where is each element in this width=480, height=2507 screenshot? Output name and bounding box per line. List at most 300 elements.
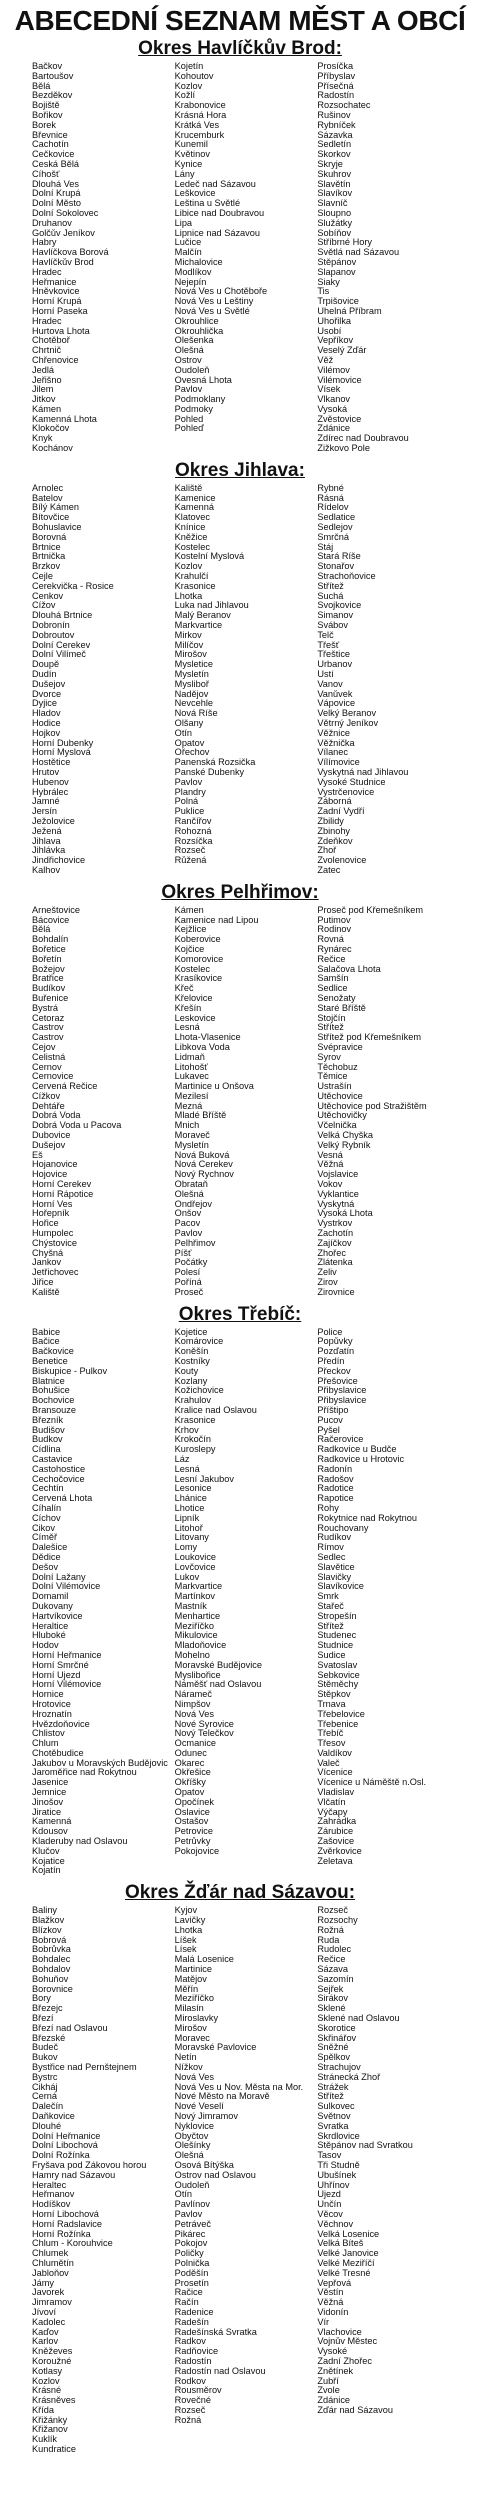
city-name: Dukovany bbox=[32, 1601, 73, 1611]
city-name: Pavlínov bbox=[174, 2200, 210, 2210]
city-name: Sejřek bbox=[317, 1984, 344, 1994]
city-name: Račín bbox=[174, 2298, 199, 2308]
city-name: Kozlany bbox=[174, 1376, 208, 1386]
city-name: Jitkov bbox=[32, 395, 56, 405]
city-name: Cetoraz bbox=[32, 1013, 65, 1023]
city-name: Kamenná bbox=[174, 503, 215, 513]
city-name: Blatnice bbox=[32, 1376, 65, 1386]
city-name: Rozsochatec bbox=[317, 101, 371, 111]
city-name: Klatovec bbox=[174, 513, 210, 523]
city-name: Nová Ves u Nov. Města na Mor. bbox=[174, 2082, 304, 2092]
city-name: Ořechov bbox=[174, 748, 210, 758]
city-name: Bory bbox=[32, 1994, 51, 2004]
city-name: Číhalín bbox=[32, 1503, 62, 1513]
city-name: Zhoř bbox=[317, 846, 337, 856]
city-name: Horní Krupá bbox=[32, 297, 82, 307]
city-name: Bochovice bbox=[32, 1396, 75, 1406]
city-name: Blízkov bbox=[32, 1925, 62, 1935]
city-name: Velké Janovice bbox=[317, 2249, 379, 2259]
city-name: Podmoky bbox=[174, 404, 213, 414]
city-name: Újezd bbox=[317, 2190, 341, 2200]
city-name: Baliny bbox=[32, 1906, 58, 1916]
city-name: Kundratice bbox=[32, 2445, 76, 2455]
city-column bbox=[317, 484, 460, 876]
city-name: Lhotice bbox=[174, 1503, 205, 1513]
city-name: Kojetín bbox=[174, 62, 204, 71]
city-name: Libice nad Doubravou bbox=[174, 208, 265, 218]
city-name: Borovná bbox=[32, 532, 67, 542]
city-name: Čejov bbox=[32, 1042, 56, 1052]
city-name: Krokočín bbox=[174, 1435, 211, 1445]
city-name: Vanůvek bbox=[317, 689, 353, 699]
city-name: Dalečín bbox=[32, 2102, 64, 2112]
city-name: Slavíkovice bbox=[317, 1582, 364, 1592]
city-name: Nimpšov bbox=[174, 1699, 211, 1709]
city-name: Střítež bbox=[317, 581, 344, 591]
city-name: Moraveč bbox=[174, 1131, 210, 1141]
city-name: Rožná bbox=[174, 2415, 202, 2425]
city-name: Kaliště bbox=[174, 483, 203, 493]
city-name: Kostelec bbox=[174, 964, 210, 974]
city-name: Mladé Bříště bbox=[174, 1111, 227, 1121]
city-name: Lipa bbox=[174, 218, 193, 228]
city-name: Chyšná bbox=[32, 1248, 64, 1258]
city-name: Heraltice bbox=[32, 1621, 69, 1631]
city-name: Vlachovice bbox=[317, 2327, 362, 2337]
city-name: Dlouhá Brtnice bbox=[32, 611, 93, 621]
city-name: Koberovice bbox=[174, 935, 221, 945]
city-name: Čídlina bbox=[32, 1445, 61, 1455]
city-name: Otín bbox=[174, 2190, 193, 2200]
city-name: Kynice bbox=[174, 159, 203, 169]
city-name: Vysoká Lhota bbox=[317, 1209, 373, 1219]
city-name: Čížov bbox=[32, 601, 56, 611]
city-name: Oudoleň bbox=[174, 2180, 210, 2190]
city-name: Popůvky bbox=[317, 1337, 353, 1347]
city-name: Lísek bbox=[174, 1945, 197, 1955]
city-name: Kožlí bbox=[174, 91, 196, 101]
city-name: Čížkov bbox=[32, 1091, 61, 1101]
city-name: Pavlov bbox=[174, 777, 203, 787]
city-name: Rušinov bbox=[317, 110, 351, 120]
city-name: Květinov bbox=[174, 150, 210, 160]
city-name: Útěchovice bbox=[317, 1091, 363, 1101]
city-name: Tis bbox=[317, 287, 330, 297]
city-name: Chlumek bbox=[32, 2249, 69, 2259]
city-name: Vepřová bbox=[317, 2278, 352, 2288]
city-name: Znětínek bbox=[317, 2366, 354, 2376]
city-name: Příbyslav bbox=[317, 71, 356, 81]
city-name: Unčín bbox=[317, 2200, 342, 2210]
city-name: Bohuňov bbox=[32, 1974, 69, 1984]
city-name: Hněvkovice bbox=[32, 287, 80, 297]
city-name: Radkovice u Hrotovic bbox=[317, 1454, 405, 1464]
city-name: Věžná bbox=[317, 2298, 344, 2308]
city-name: Kadolec bbox=[32, 2317, 66, 2327]
city-name: Ježolovice bbox=[32, 816, 75, 826]
city-name: Kunemil bbox=[174, 140, 208, 150]
city-name: Bohušice bbox=[32, 1386, 70, 1396]
city-name: Jedlá bbox=[32, 365, 54, 375]
city-name: Bratřice bbox=[32, 974, 64, 984]
city-name: Jankov bbox=[32, 1258, 62, 1268]
city-name: Vojnův Městec bbox=[317, 2337, 378, 2347]
city-name: Kamenice nad Lipou bbox=[174, 915, 259, 925]
city-name: Veselý Žďár bbox=[317, 346, 367, 356]
city-name: Nový Jimramov bbox=[174, 2111, 238, 2121]
city-name: Krahulov bbox=[174, 1396, 211, 1406]
city-name: Vyskytná bbox=[317, 1199, 355, 1209]
city-name: Ledeč nad Sázavou bbox=[174, 179, 256, 189]
city-name: Sedletín bbox=[317, 140, 352, 150]
city-name: Úsobí bbox=[317, 326, 342, 336]
city-name: Radkovice u Budče bbox=[317, 1445, 397, 1455]
city-name: Leškovice bbox=[174, 189, 216, 199]
city-name: Svatoslav bbox=[317, 1660, 358, 1670]
city-name: Náměšť nad Oslavou bbox=[174, 1680, 262, 1690]
city-columns bbox=[8, 906, 472, 1298]
city-name: Rynárec bbox=[317, 944, 352, 954]
district-title: Okres Třebíč: bbox=[178, 1303, 302, 1325]
city-name: Řásná bbox=[317, 493, 344, 503]
city-name: Čelistná bbox=[32, 1052, 66, 1062]
city-name: Sulkovec bbox=[317, 2102, 355, 2112]
city-name: Nové Syrovice bbox=[174, 1719, 234, 1729]
city-name: Opatov bbox=[174, 738, 205, 748]
city-name: Pucov bbox=[317, 1415, 343, 1425]
city-name: Častohostice bbox=[32, 1464, 86, 1474]
city-name: Třebíč bbox=[317, 1729, 344, 1739]
city-name: Panské Dubenky bbox=[174, 767, 245, 777]
city-name: Hořice bbox=[32, 1219, 59, 1229]
city-name: Přešovice bbox=[317, 1376, 358, 1386]
city-name: Ústí bbox=[317, 670, 334, 680]
city-name: Kostníky bbox=[174, 1357, 210, 1367]
city-name: Vepříkov bbox=[317, 336, 354, 346]
city-name: Březník bbox=[32, 1415, 64, 1425]
city-name: Loukovice bbox=[174, 1552, 217, 1562]
city-name: Tasov bbox=[317, 2151, 342, 2161]
city-name: Zahrádka bbox=[317, 1817, 357, 1827]
city-name: Jihlava bbox=[32, 836, 61, 846]
city-name: Rouchovany bbox=[317, 1523, 369, 1533]
city-name: Onšov bbox=[174, 1209, 202, 1219]
city-name: Menhartice bbox=[174, 1611, 221, 1621]
city-name: Havlíčkova Borová bbox=[32, 248, 109, 258]
city-name: Rozseč bbox=[174, 2405, 206, 2415]
city-name: Nová Buková bbox=[174, 1150, 230, 1160]
city-name: Osová Bítýška bbox=[174, 2160, 234, 2170]
city-name: Zajíčkov bbox=[317, 1238, 352, 1248]
city-name: Mikulovice bbox=[174, 1631, 218, 1641]
city-name: Slavětín bbox=[317, 179, 351, 189]
city-name: Věž bbox=[317, 355, 334, 365]
city-name: Žatec bbox=[317, 865, 341, 875]
city-name: Břevnice bbox=[32, 130, 68, 140]
city-name: Pavlov bbox=[174, 385, 203, 395]
city-name: Rapotice bbox=[317, 1494, 354, 1504]
city-name: Lesná bbox=[174, 1464, 200, 1474]
city-name: Vystrčenovice bbox=[317, 787, 375, 797]
city-name: Jinošov bbox=[32, 1797, 64, 1807]
city-name: Kyjov bbox=[174, 1906, 198, 1916]
district-section bbox=[8, 1304, 472, 1877]
city-name: Borovnice bbox=[32, 1984, 73, 1994]
city-name: Chotěbudice bbox=[32, 1748, 84, 1758]
city-name: Štěměchy bbox=[317, 1680, 359, 1690]
city-column bbox=[175, 906, 318, 1298]
city-name: Bobrová bbox=[32, 1935, 67, 1945]
city-name: Jeřišno bbox=[32, 375, 62, 385]
city-name: Kuroslepy bbox=[174, 1445, 216, 1455]
city-name: Bransouze bbox=[32, 1406, 76, 1415]
district-title: Okres Žďár nad Sázavou: bbox=[124, 1882, 356, 1904]
city-name: Sedlejov bbox=[317, 523, 353, 533]
city-name: Horní Smrčné bbox=[32, 1660, 89, 1670]
city-name: Milasín bbox=[174, 2004, 204, 2014]
city-name: Horní Rožínka bbox=[32, 2229, 91, 2239]
city-name: Kdousov bbox=[32, 1827, 68, 1837]
city-name: Hojkov bbox=[32, 728, 61, 738]
city-name: Michalovice bbox=[174, 257, 223, 267]
city-name: Jakubov u Moravských Budějovic bbox=[32, 1758, 168, 1768]
city-name: Červená Řečice bbox=[32, 1082, 98, 1092]
city-name: Řečice bbox=[317, 954, 346, 964]
city-name: Velké Meziříčí bbox=[317, 2258, 375, 2268]
city-name: Kojatín bbox=[32, 1866, 61, 1876]
city-columns bbox=[8, 1328, 472, 1877]
city-name: Čečkovice bbox=[32, 150, 75, 160]
city-name: Jívoví bbox=[32, 2307, 56, 2317]
city-name: Sudice bbox=[317, 1650, 346, 1660]
city-name: Počátky bbox=[174, 1258, 208, 1268]
city-name: Jámy bbox=[32, 2278, 54, 2288]
city-name: Dědice bbox=[32, 1552, 61, 1562]
city-name: Ždánice bbox=[317, 424, 351, 434]
city-name: Nová Ves u Chotěboře bbox=[174, 287, 268, 297]
city-name: Řídelov bbox=[317, 503, 349, 513]
city-name: Lidmaň bbox=[174, 1052, 205, 1062]
city-name: Bačice bbox=[32, 1337, 60, 1347]
city-name: Hojovice bbox=[32, 1170, 68, 1180]
city-name: Odunec bbox=[174, 1748, 207, 1758]
city-name: Dolní Sokolovec bbox=[32, 208, 99, 218]
city-name: Benetice bbox=[32, 1357, 68, 1367]
city-name: Rohozná bbox=[174, 826, 212, 836]
city-name: Svojkovice bbox=[317, 601, 362, 611]
city-name: Buřenice bbox=[32, 993, 69, 1003]
city-name: Římov bbox=[317, 1543, 344, 1553]
city-name: Nový Rychnov bbox=[174, 1170, 234, 1180]
city-name: Březí bbox=[32, 2014, 54, 2024]
city-name: Bohdalov bbox=[32, 1965, 71, 1975]
city-name: Žižkovo Pole bbox=[317, 444, 370, 454]
city-name: Puklice bbox=[174, 807, 205, 817]
city-name: Šlapanov bbox=[317, 267, 356, 277]
city-name: Uhelná Příbram bbox=[317, 306, 382, 316]
city-name: Vlkanov bbox=[317, 395, 351, 405]
city-name: Štěpánov nad Svratkou bbox=[317, 2141, 413, 2151]
city-name: Rousměrov bbox=[174, 2386, 222, 2396]
city-name: Častrov bbox=[32, 1033, 64, 1043]
city-name: Třebelovice bbox=[317, 1709, 365, 1719]
city-name: Hamry nad Sázavou bbox=[32, 2170, 116, 2180]
city-column bbox=[175, 1906, 318, 2455]
city-name: Horní Libochová bbox=[32, 2209, 99, 2219]
city-name: Pokojovice bbox=[174, 1846, 220, 1856]
city-name: Píšť bbox=[174, 1248, 192, 1258]
city-name: Velká Losenice bbox=[317, 2229, 380, 2239]
city-name: Nová Ves bbox=[174, 1709, 214, 1719]
city-name: Křešín bbox=[174, 1003, 202, 1013]
city-name: Ústrašín bbox=[317, 1082, 352, 1092]
city-name: Ruda bbox=[317, 1935, 340, 1945]
city-name: Martinice u Onšova bbox=[174, 1082, 254, 1092]
city-name: Radešínská Svratka bbox=[174, 2327, 257, 2337]
city-name: Střítež bbox=[317, 1023, 344, 1033]
city-name: Malý Beranov bbox=[174, 611, 231, 621]
city-name: Přibyslavice bbox=[317, 1386, 367, 1396]
city-name: Brtnice bbox=[32, 542, 61, 552]
city-name: Kamenná Lhota bbox=[32, 414, 97, 424]
city-name: Žlátenka bbox=[317, 1258, 353, 1268]
city-name: Proseč bbox=[174, 1287, 204, 1297]
city-name: Dobroutov bbox=[32, 630, 75, 640]
city-name: Zvolenovice bbox=[317, 856, 367, 866]
city-name: Stropešín bbox=[317, 1611, 357, 1621]
city-name: Polnička bbox=[174, 2258, 210, 2268]
city-name: Častrov bbox=[32, 1023, 64, 1033]
city-name: Mirošov bbox=[174, 650, 207, 660]
city-name: Jamné bbox=[32, 797, 60, 807]
city-name: Modlíkov bbox=[174, 267, 212, 277]
city-name: Mezilesí bbox=[174, 1091, 209, 1101]
district-section bbox=[8, 1882, 472, 2455]
city-name: Zárubice bbox=[317, 1827, 354, 1837]
district-section bbox=[8, 38, 472, 454]
city-name: Čenkov bbox=[32, 591, 64, 601]
city-name: Sedlec bbox=[317, 1552, 346, 1562]
city-name: Věchnov bbox=[317, 2219, 354, 2229]
city-name: Horní Vilémovice bbox=[32, 1680, 102, 1690]
city-name: Rozseč bbox=[174, 846, 206, 856]
city-name: Vlčatín bbox=[317, 1797, 346, 1807]
city-name: Přísečná bbox=[317, 81, 354, 91]
city-name: Lukavec bbox=[174, 1072, 209, 1082]
city-name: Rybníček bbox=[317, 120, 356, 130]
city-name: Kladeruby nad Oslavou bbox=[32, 1837, 128, 1847]
city-name: Markvartice bbox=[174, 1582, 223, 1592]
city-name: Zvole bbox=[317, 2386, 340, 2396]
city-name: Kaliště bbox=[32, 1287, 60, 1297]
city-name: Ocmanice bbox=[174, 1739, 217, 1749]
city-name: Leština u Světlé bbox=[174, 199, 241, 209]
city-name: Dolní Cerekev bbox=[32, 640, 91, 650]
city-name: Syrov bbox=[317, 1052, 341, 1062]
city-name: Trpišovice bbox=[317, 297, 359, 307]
city-name: Růžená bbox=[174, 856, 207, 866]
city-name: Hvězdoňovice bbox=[32, 1719, 90, 1729]
city-name: Čechočovice bbox=[32, 1474, 85, 1484]
city-name: Šimanov bbox=[317, 611, 354, 621]
city-name: Bukov bbox=[32, 2053, 58, 2063]
city-name: Markvartice bbox=[174, 621, 223, 631]
city-name: Pavlov bbox=[174, 2209, 203, 2219]
city-name: Častavice bbox=[32, 1454, 73, 1464]
city-name: Křída bbox=[32, 2405, 54, 2415]
city-name: Kojetice bbox=[174, 1327, 208, 1337]
city-name: Kalhov bbox=[32, 865, 61, 875]
city-name: Hartvíkovice bbox=[32, 1611, 83, 1621]
city-name: Česká Bělá bbox=[32, 159, 79, 169]
city-name: Mohelno bbox=[174, 1650, 210, 1660]
city-column bbox=[32, 1328, 175, 1877]
city-name: Panenská Rozsička bbox=[174, 758, 256, 768]
city-name: Zašovice bbox=[317, 1837, 355, 1847]
city-name: Hodíškov bbox=[32, 2200, 71, 2210]
city-name: Pacov bbox=[174, 1219, 201, 1229]
city-name: Věžná bbox=[317, 1160, 344, 1170]
city-name: Bystřice nad Pernštejnem bbox=[32, 2063, 137, 2072]
city-name: Sobíňov bbox=[317, 228, 352, 238]
city-name: Božejov bbox=[32, 964, 65, 974]
city-name: Větrný Jeníkov bbox=[317, 719, 379, 728]
city-name: Ždánice bbox=[317, 2396, 351, 2406]
city-name: Vysoká bbox=[317, 404, 348, 414]
city-name: Rančířov bbox=[174, 816, 212, 826]
city-name: Studnice bbox=[317, 1641, 354, 1651]
city-name: Kejžlice bbox=[174, 925, 207, 935]
city-name: Dolní Město bbox=[32, 199, 82, 209]
city-name: Luka nad Jihlavou bbox=[174, 601, 249, 611]
city-name: Přibyslavice bbox=[317, 1396, 367, 1406]
city-name: Lipník bbox=[174, 1513, 200, 1523]
city-name: Pavlov bbox=[174, 1229, 203, 1239]
city-name: Kozlov bbox=[174, 81, 203, 91]
city-name: Olšany bbox=[174, 719, 204, 728]
city-name: Prosíčka bbox=[317, 62, 354, 71]
city-name: Kuklík bbox=[32, 2435, 58, 2445]
city-name: Hojanovice bbox=[32, 1160, 78, 1170]
city-name: Vokov bbox=[317, 1180, 343, 1190]
city-name: Krhov bbox=[174, 1425, 199, 1435]
city-name: Lukov bbox=[174, 1572, 200, 1582]
city-column bbox=[317, 62, 460, 454]
city-name: Hybrálec bbox=[32, 787, 69, 797]
city-name: Strachujov bbox=[317, 2063, 361, 2072]
city-name: Ostrov bbox=[174, 355, 202, 365]
city-name: Radňovice bbox=[174, 2347, 219, 2357]
city-name: Bílý Kámen bbox=[32, 503, 79, 513]
city-name: Bělá bbox=[32, 81, 51, 91]
city-name: Měřín bbox=[174, 1984, 199, 1994]
city-name: Olešná bbox=[174, 346, 204, 356]
city-name: Krabonovice bbox=[174, 101, 226, 111]
city-name: Pohleď bbox=[174, 424, 204, 434]
city-name: Lučice bbox=[174, 238, 202, 248]
city-name: Bácovice bbox=[32, 915, 70, 925]
city-name: Útěchovice pod Stražištěm bbox=[317, 1101, 427, 1111]
city-name: Leskovice bbox=[174, 1013, 216, 1023]
city-name: Jiřice bbox=[32, 1278, 54, 1288]
city-name: Bořetín bbox=[32, 954, 62, 964]
city-name: Dalešice bbox=[32, 1543, 68, 1553]
city-name: Lovčovice bbox=[174, 1562, 216, 1572]
city-name: Mezná bbox=[174, 1101, 203, 1111]
city-name: Nová Ves bbox=[174, 2072, 214, 2082]
city-name: Bačkov bbox=[32, 62, 63, 71]
city-name: Kotlasy bbox=[32, 2366, 63, 2376]
